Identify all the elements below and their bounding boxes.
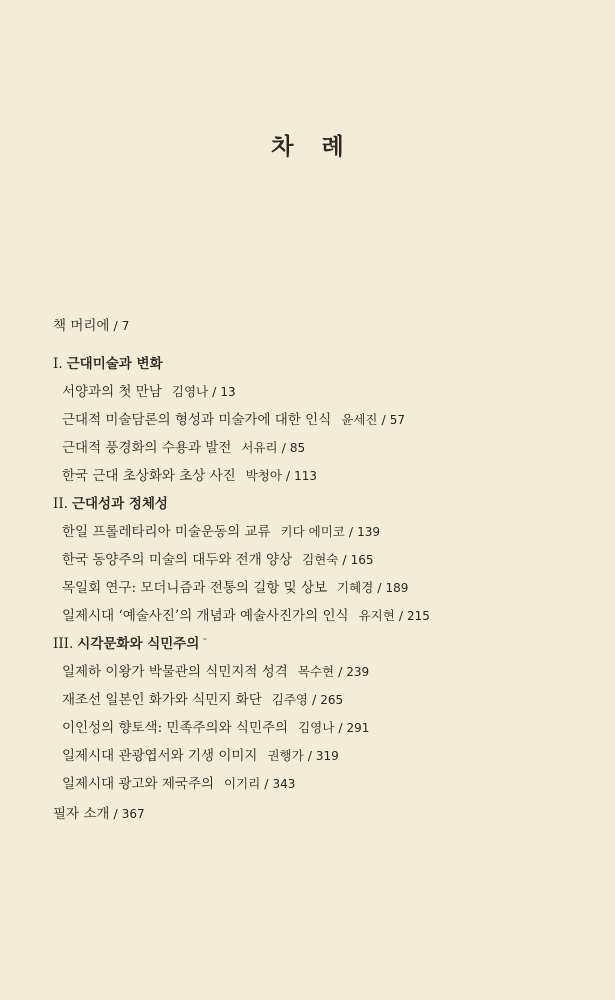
entry-title: 한국 근대 초상화와 초상 사진 [62,468,236,484]
page-separator: / [212,384,217,399]
entry-author: 김주영 [271,692,308,707]
entry-page: 319 [315,749,339,763]
entry-author: 키다 에미코 [280,524,345,539]
page-separator: / [338,720,343,735]
page-separator: / [285,468,291,483]
entry-author: 이기리 [224,776,261,791]
toc-entry [53,520,593,544]
part-number: I. [53,356,63,372]
entry-title: 일제시대 ‘예술사진’의 개념과 예술사진가의 인식 [62,608,349,624]
toc-entry [53,408,593,432]
entry-title: 일제시대 광고와 제국주의 [62,776,215,792]
page-separator: / [342,552,347,567]
entry-author: 목수현 [297,664,335,679]
page-separator: / [311,692,317,707]
page-separator: / [398,608,404,623]
toc-entry [53,576,593,600]
entry-page: 85 [289,441,306,455]
entry-author: 서유리 [241,440,278,455]
entry-title: 일제하 이왕가 박물관의 식민지적 성격 [62,664,288,680]
entry-page: 139 [357,525,380,539]
entry-title: 재조선 일본인 화가와 식민지 화단 [62,692,262,708]
entry-page: 215 [407,609,430,623]
entry-page: 13 [220,385,236,399]
toc-part-2 [53,492,593,516]
entry-page: 343 [272,777,296,791]
page-separator: / [381,412,386,427]
entry-page: 239 [346,665,370,679]
page-separator: / [307,748,312,763]
preface-page: 7 [121,319,130,333]
entry-author: 기혜경 [337,580,374,595]
toc-entry [53,380,593,404]
entry-author: 박청아 [245,468,282,483]
preface-label: 책 머리에 [53,318,110,334]
entry-author: 권행가 [267,748,304,763]
entry-title: 이인성의 향토색: 민족주의와 식민주의 [62,720,289,736]
page-separator: / [281,440,286,455]
part-title: 근대미술과 변화 [66,356,163,372]
toc-entry [53,744,593,768]
page-separator: / [348,524,354,539]
page-separator: / [113,806,118,821]
toc-part-3 [53,632,593,656]
toc-entry [53,772,593,796]
contributors-page: 367 [121,807,145,821]
entry-page: 165 [350,553,374,567]
toc-entry [53,604,593,628]
entry-author: 윤세진 [341,412,378,427]
entry-title: 목일회 연구: 모더니즘과 전통의 길항 및 상보 [62,580,328,596]
page-separator: / [377,580,382,595]
part-number: III. [53,636,74,652]
entry-page: 57 [389,413,405,427]
part-title: 근대성과 정체성 [71,496,168,512]
toc-entry [53,716,593,740]
table-of-contents [53,314,593,830]
toc-entry [53,688,593,712]
toc-part-1 [53,352,593,376]
toc-preface [53,314,593,338]
toc-entry [53,436,593,460]
entry-author: 김영나 [171,384,209,399]
part-title: 시각문화와 식민주의 [77,636,200,652]
entry-title: 한일 프롤레타리아 미술운동의 교류 [62,524,271,540]
entry-title: 근대적 미술담론의 형성과 미술가에 대한 인식 [62,412,332,428]
page-separator: / [338,664,343,679]
entry-title: 서양과의 첫 만남 [62,384,162,400]
toc-entry [53,548,593,572]
toc-entry [53,660,593,684]
entry-page: 189 [385,581,409,595]
page-title: 차 례 [271,134,354,160]
print-mark: ˉ [202,638,208,649]
entry-author: 김영나 [298,720,335,735]
page-separator: / [264,776,269,791]
entry-title: 한국 동양주의 미술의 대두와 전개 양상 [62,552,293,568]
entry-page: 113 [294,469,318,483]
entry-title: 일제시대 관광엽서와 기생 이미지 [62,748,258,764]
page-separator: / [113,318,118,333]
toc-entry [53,464,593,488]
entry-title: 근대적 풍경화의 수용과 발전 [62,440,232,456]
contributors-label: 필자 소개 [53,806,110,822]
entry-page: 291 [346,721,370,735]
entry-author: 김현숙 [302,552,339,567]
toc-contributors [53,802,593,826]
entry-author: 유지현 [358,608,395,623]
entry-page: 265 [320,693,344,707]
part-number: II. [53,496,68,512]
